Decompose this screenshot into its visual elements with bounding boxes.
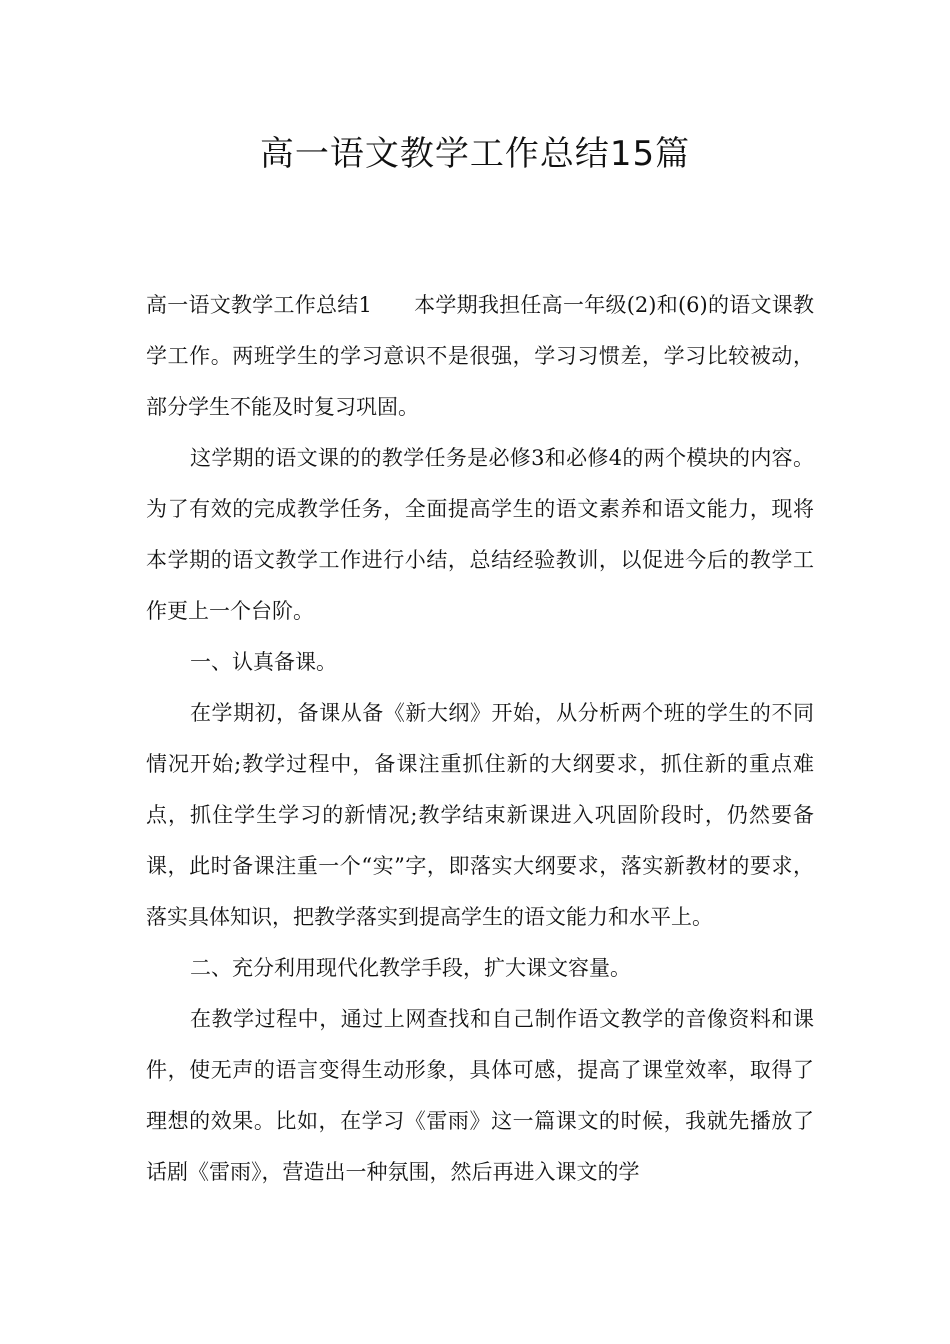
- section-label: 高一语文教学工作总结1: [146, 293, 372, 317]
- document-body: [146, 280, 814, 1198]
- paragraph-4: 在教学过程中，通过上网查找和自己制作语文教学的音像资料和课件，使无声的语言变得生动形象，具体可感，提高了课堂效率，取得了理想的效果。比如，在学习《雷雨》这一篇课文的时候，我就先播放了话剧《雷雨》，营造出一种氛围，然后再进入课文的学: [146, 1007, 814, 1184]
- section-heading-1: 一、认真备课。: [190, 650, 337, 674]
- paragraph-2: 这学期的语文课的的教学任务是必修3和必修4的两个模块的内容。为了有效的完成教学任务，全面提高学生的语文素养和语文能力，现将本学期的语文教学工作进行小结，总结经验教训，以促进今后的教学工作更上一个台阶。: [146, 446, 814, 623]
- document-title: 高一语文教学工作总结15篇: [259, 134, 691, 174]
- section-heading-2: 二、充分利用现代化教学手段，扩大课文容量。: [190, 956, 631, 980]
- paragraph-3: 在学期初，备课从备《新大纲》开始，从分析两个班的学生的不同情况开始;教学过程中，备课注重抓住新的大纲要求，抓住新的重点难点，抓住学生学习的新情况;教学结束新课进入巩固阶段时，仍然要备课，此时备课注重一个“实”字，即落实大纲要求，落实新教材的要求，落实具体知识，把教学落实到提高学生的语文能力和水平上。: [146, 701, 814, 929]
- paragraph-1: [146, 280, 814, 433]
- paragraph-1-text: 本学期我担任高一年级(2)和(6)的语文课教学工作。两班学生的学习意识不是很强，学习习惯差，学习比较被动，部分学生不能及时复习巩固。: [146, 293, 814, 419]
